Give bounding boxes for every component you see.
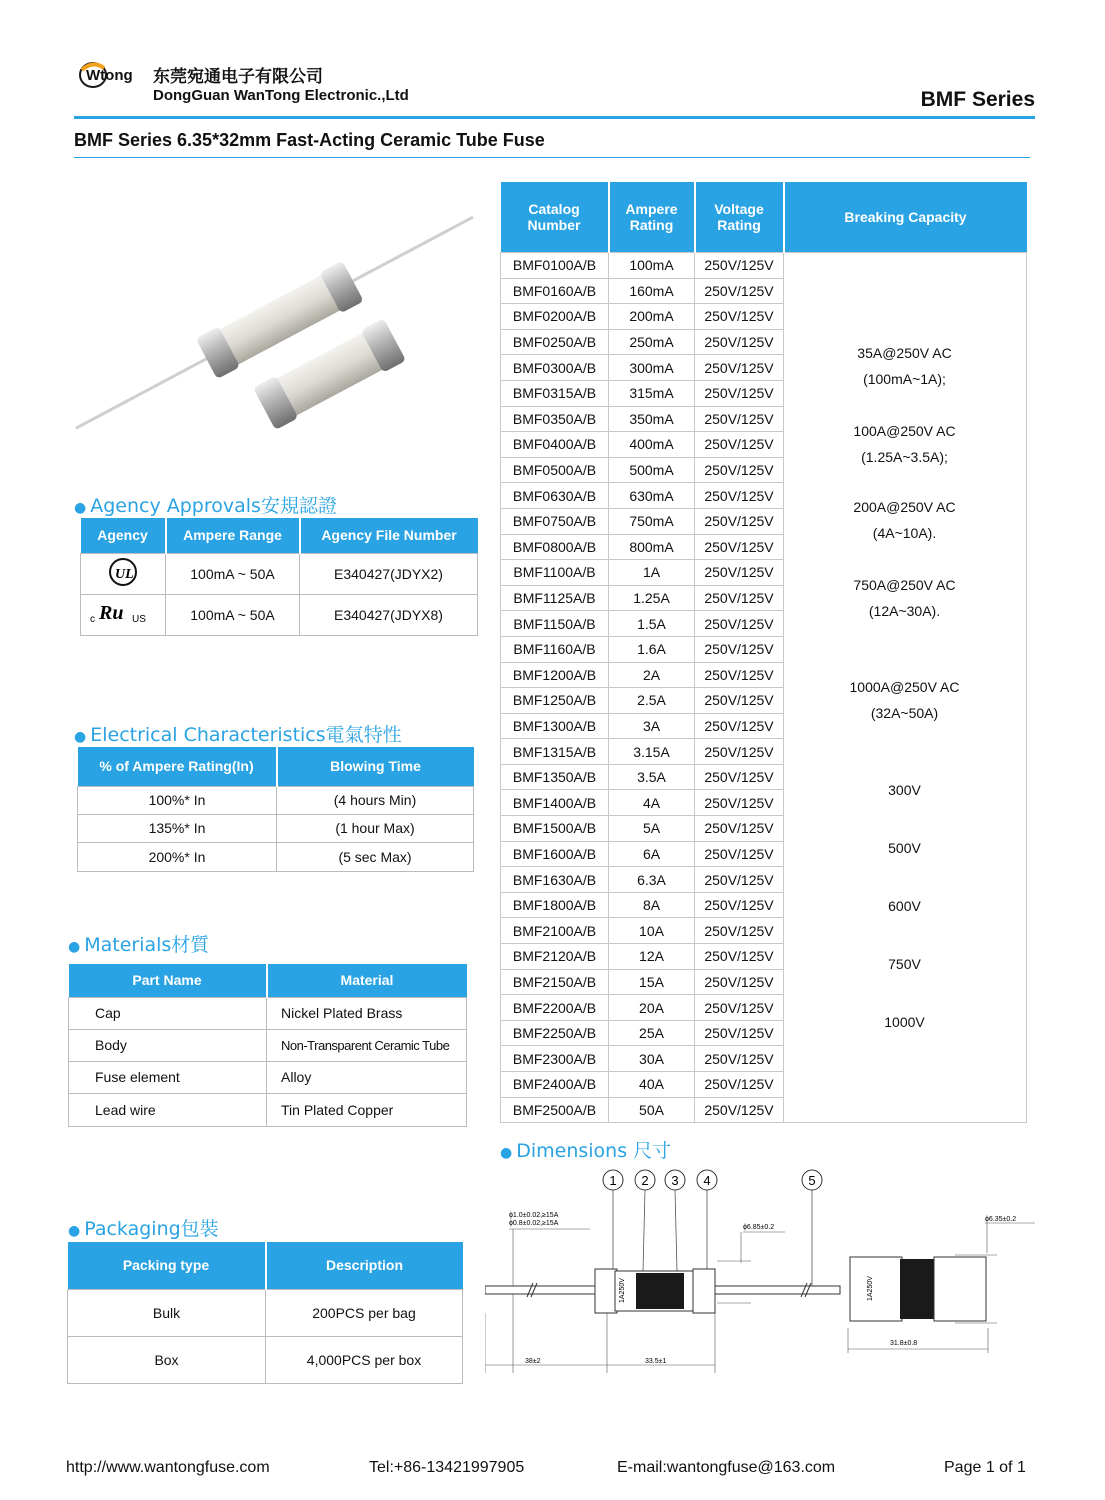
catalog-number-cell: BMF0315A/B: [501, 380, 609, 406]
ampere-range: 100mA ~ 50A: [166, 594, 300, 635]
ampere-rating-cell: 315mA: [609, 380, 695, 406]
dimensions-section-title: ● Dimensions 尺寸: [500, 1140, 672, 1162]
ampere-rating-cell: 4A: [609, 790, 695, 816]
table-row: [69, 997, 467, 1029]
voltage-rating-cell: 250V/125V: [695, 892, 784, 918]
ampere-rating-cell: 3A: [609, 713, 695, 739]
voltage-rating-cell: 250V/125V: [695, 918, 784, 944]
catalog-col-header: Catalog Number: [501, 182, 609, 253]
ampere-col-header: Ampere Rating: [609, 182, 695, 253]
packing-type-col-header: Packing type: [68, 1242, 266, 1289]
voltage-rating-cell: 250V/125V: [695, 636, 784, 662]
percent-col-header: % of Ampere Rating(In): [78, 747, 277, 786]
voltage-rating-cell: 250V/125V: [695, 611, 784, 637]
packing-type-cell: Bulk: [68, 1289, 266, 1336]
catalog-number-cell: BMF1125A/B: [501, 585, 609, 611]
company-name-cn: 东莞宛通电子有限公司: [153, 67, 323, 87]
svg-text:c: c: [90, 614, 95, 625]
breaking-note: [782, 572, 1027, 624]
catalog-number-cell: BMF2250A/B: [501, 1020, 609, 1046]
voltage-rating-cell: 250V/125V: [695, 508, 784, 534]
ampere-rating-cell: 200mA: [609, 304, 695, 330]
ampere-rating-cell: 8A: [609, 892, 695, 918]
ampere-rating-cell: 12A: [609, 944, 695, 970]
voltage-rating-cell: 250V/125V: [695, 969, 784, 995]
breaking-note: [782, 418, 1027, 470]
voltage-rating-cell: 250V/125V: [695, 278, 784, 304]
svg-text:UL: UL: [115, 567, 134, 582]
voltage-rating-cell: 250V/125V: [695, 1097, 784, 1123]
catalog-number-cell: BMF1300A/B: [501, 713, 609, 739]
range-col-header: Ampere Range: [166, 518, 300, 553]
catalog-number-cell: BMF1600A/B: [501, 841, 609, 867]
breaking-col-header: Breaking Capacity: [784, 182, 1027, 253]
company-logo: [78, 60, 146, 88]
voltage-rating-cell: 250V/125V: [695, 304, 784, 330]
catalog-number-cell: BMF2100A/B: [501, 918, 609, 944]
svg-text:Ru: Ru: [99, 602, 124, 624]
ampere-rating-cell: 1.6A: [609, 636, 695, 662]
catalog-number-cell: BMF0400A/B: [501, 432, 609, 458]
title-underline: [74, 157, 1030, 158]
ampere-rating-cell: 15A: [609, 969, 695, 995]
percent-cell: 135%* In: [78, 814, 277, 842]
catalog-number-cell: BMF0800A/B: [501, 534, 609, 560]
material-cell: Alloy: [267, 1061, 467, 1093]
catalog-number-cell: BMF2400A/B: [501, 1072, 609, 1098]
file-number: E340427(JDYX2): [300, 553, 478, 594]
voltage-rating-cell: 250V/125V: [695, 1072, 784, 1098]
ampere-rating-cell: 2.5A: [609, 688, 695, 714]
blowing-cell: (4 hours Min): [277, 786, 474, 814]
voltage-rating-cell: 250V/125V: [695, 739, 784, 765]
voltage-rating-cell: 250V/125V: [695, 534, 784, 560]
breaking-note: [782, 494, 1027, 546]
curus-logo-icon: [81, 594, 166, 635]
breaking-note-range: (4A~10A).: [872, 525, 937, 541]
catalog-number-cell: BMF1250A/B: [501, 688, 609, 714]
ampere-rating-cell: 1.25A: [609, 585, 695, 611]
breaking-note-range: (32A~50A): [870, 705, 939, 721]
ampere-rating-cell: 630mA: [609, 483, 695, 509]
voltage-rating-cell: 250V/125V: [695, 406, 784, 432]
ampere-range: 100mA ~ 50A: [166, 553, 300, 594]
voltage-rating-cell: 250V/125V: [695, 867, 784, 893]
breaking-note: [782, 951, 1027, 977]
catalog-number-cell: BMF0160A/B: [501, 278, 609, 304]
catalog-number-cell: BMF0250A/B: [501, 329, 609, 355]
table-row: [78, 842, 474, 871]
breaking-note-value: 750A@250V AC: [853, 577, 956, 593]
agency-title-text: Agency Approvals安規認證: [90, 495, 337, 517]
description-cell: 4,000PCS per box: [266, 1336, 463, 1383]
product-photo: [60, 195, 480, 455]
voltage-rating-cell: 250V/125V: [695, 432, 784, 458]
voltage-rating-cell: 250V/125V: [695, 841, 784, 867]
ampere-rating-cell: 100mA: [609, 253, 695, 279]
voltage-rating-cell: 250V/125V: [695, 790, 784, 816]
voltage-rating-cell: 250V/125V: [695, 764, 784, 790]
catalog-number-cell: BMF0200A/B: [501, 304, 609, 330]
breaking-note-value: 300V: [888, 782, 921, 798]
catalog-number-cell: BMF1315A/B: [501, 739, 609, 765]
breaking-note-range: (1.25A~3.5A);: [861, 449, 948, 465]
catalog-number-cell: BMF1500A/B: [501, 816, 609, 842]
part-cell: Body: [69, 1029, 267, 1061]
breaking-note-value: 600V: [888, 898, 921, 914]
table-row: [68, 1289, 463, 1336]
voltage-rating-cell: 250V/125V: [695, 688, 784, 714]
breaking-capacity-notes: [782, 252, 1027, 1124]
breaking-note: [782, 1009, 1027, 1035]
body-length-2-label: 31.8±0.8: [890, 1340, 918, 1347]
ampere-rating-cell: 250mA: [609, 329, 695, 355]
description-col-header: Description: [266, 1242, 463, 1289]
blowing-cell: (5 sec Max): [277, 842, 474, 871]
packaging-table: [67, 1242, 463, 1384]
voltage-rating-cell: 250V/125V: [695, 380, 784, 406]
ampere-rating-cell: 350mA: [609, 406, 695, 432]
packaging-section-title: ● Packaging包裝: [68, 1218, 219, 1240]
catalog-number-cell: BMF0750A/B: [501, 508, 609, 534]
breaking-note-value: 200A@250V AC: [853, 499, 956, 515]
part-cell: Fuse element: [69, 1061, 267, 1093]
voltage-rating-cell: 250V/125V: [695, 662, 784, 688]
ampere-rating-cell: 1A: [609, 560, 695, 586]
table-row: [68, 1336, 463, 1383]
dimension-drawing: [485, 1163, 1045, 1378]
material-cell: Tin Plated Copper: [267, 1093, 467, 1126]
catalog-number-cell: BMF0300A/B: [501, 355, 609, 381]
ampere-rating-cell: 20A: [609, 995, 695, 1021]
catalog-number-cell: BMF1400A/B: [501, 790, 609, 816]
material-cell: Nickel Plated Brass: [267, 997, 467, 1029]
marking-text: 1A250V: [619, 1278, 626, 1303]
body-diameter-label: ϕ6.35±0.2: [985, 1216, 1017, 1223]
breaking-note: [782, 893, 1027, 919]
voltage-rating-cell: 250V/125V: [695, 560, 784, 586]
packaging-title-text: Packaging包裝: [84, 1218, 219, 1240]
materials-title-text: Materials材質: [84, 934, 210, 956]
agency-table: [80, 518, 478, 636]
catalog-number-cell: BMF1630A/B: [501, 867, 609, 893]
ampere-rating-cell: 3.5A: [609, 764, 695, 790]
callout-number: 2: [641, 1173, 649, 1188]
file-number: E340427(JDYX8): [300, 594, 478, 635]
materials-table: [68, 964, 467, 1127]
series-label: BMF Series: [920, 88, 1035, 111]
footer-email[interactable]: E-mail:wantongfuse@163.com: [617, 1459, 836, 1476]
table-row: [69, 1029, 467, 1061]
part-cell: Lead wire: [69, 1093, 267, 1126]
table-row: [81, 594, 478, 635]
lead-note-2: ϕ0.8±0.02,≥15A: [509, 1220, 559, 1227]
breaking-note-value: 1000V: [884, 1014, 925, 1030]
catalog-number-cell: BMF1100A/B: [501, 560, 609, 586]
catalog-number-cell: BMF1200A/B: [501, 662, 609, 688]
breaking-note: [782, 835, 1027, 861]
lead-note-1: ϕ1.0±0.02,≥15A: [509, 1212, 559, 1219]
ampere-rating-cell: 10A: [609, 918, 695, 944]
table-row: [78, 814, 474, 842]
voltage-rating-cell: 250V/125V: [695, 995, 784, 1021]
voltage-col-header: Voltage Rating: [695, 182, 784, 253]
voltage-rating-cell: 250V/125V: [695, 355, 784, 381]
callout-number: 3: [671, 1173, 679, 1188]
breaking-note-value: 100A@250V AC: [853, 423, 956, 439]
electrical-title-text: Electrical Characteristics電氣特性: [90, 724, 402, 746]
body-length-label: 33.5±1: [645, 1358, 667, 1365]
voltage-rating-cell: 250V/125V: [695, 585, 784, 611]
catalog-number-cell: BMF1350A/B: [501, 764, 609, 790]
svg-text:US: US: [132, 614, 146, 625]
page-title: BMF Series 6.35*32mm Fast-Acting Ceramic Tube Fuse: [74, 130, 545, 150]
lead-length-label: 38±2: [525, 1358, 541, 1365]
ampere-rating-cell: 800mA: [609, 534, 695, 560]
cap-diameter-label: ϕ6.85±0.2: [743, 1224, 775, 1231]
breaking-note: [782, 777, 1027, 803]
footer-page: Page 1 of 1: [944, 1459, 1026, 1476]
electrical-section-title: ● Electrical Characteristics電氣特性: [74, 724, 402, 746]
ampere-rating-cell: 400mA: [609, 432, 695, 458]
material-col-header: Material: [267, 964, 467, 997]
ampere-rating-cell: 30A: [609, 1046, 695, 1072]
percent-cell: 100%* In: [78, 786, 277, 814]
callout-number: 5: [808, 1173, 816, 1188]
voltage-rating-cell: 250V/125V: [695, 253, 784, 279]
catalog-number-cell: BMF0630A/B: [501, 483, 609, 509]
voltage-rating-cell: 250V/125V: [695, 1020, 784, 1046]
catalog-number-cell: BMF2120A/B: [501, 944, 609, 970]
voltage-rating-cell: 250V/125V: [695, 713, 784, 739]
electrical-table: [77, 747, 474, 872]
callout-number: 1: [609, 1173, 617, 1188]
company-name-en: DongGuan WanTong Electronic.,Ltd: [153, 87, 409, 104]
ampere-rating-cell: 25A: [609, 1020, 695, 1046]
ampere-rating-cell: 3.15A: [609, 739, 695, 765]
breaking-note-range: (100mA~1A);: [863, 371, 946, 387]
ampere-rating-cell: 5A: [609, 816, 695, 842]
ampere-rating-cell: 750mA: [609, 508, 695, 534]
footer-url[interactable]: http://www.wantongfuse.com: [66, 1459, 270, 1476]
logo-text: Wtong: [86, 67, 133, 84]
header-divider: [74, 116, 1035, 119]
breaking-note-value: 500V: [888, 840, 921, 856]
catalog-number-cell: BMF0100A/B: [501, 253, 609, 279]
material-cell: Non-Transparent Ceramic Tube: [267, 1029, 467, 1061]
catalog-number-cell: BMF1800A/B: [501, 892, 609, 918]
ampere-rating-cell: 40A: [609, 1072, 695, 1098]
breaking-note-range: (12A~30A).: [868, 603, 941, 619]
breaking-note-value: 35A@250V AC: [857, 345, 952, 361]
breaking-note: [782, 674, 1027, 726]
footer-tel: Tel:+86-13421997905: [369, 1459, 525, 1476]
ampere-rating-cell: 300mA: [609, 355, 695, 381]
voltage-rating-cell: 250V/125V: [695, 329, 784, 355]
breaking-note-value: 1000A@250V AC: [849, 679, 960, 695]
file-col-header: Agency File Number: [300, 518, 478, 553]
ampere-rating-cell: 160mA: [609, 278, 695, 304]
agency-section-title: ● Agency Approvals安規認證: [74, 495, 337, 517]
svg-text:1A250V: 1A250V: [867, 1276, 874, 1301]
catalog-number-cell: BMF2200A/B: [501, 995, 609, 1021]
table-row: [69, 1061, 467, 1093]
catalog-number-cell: BMF1150A/B: [501, 611, 609, 637]
voltage-rating-cell: 250V/125V: [695, 816, 784, 842]
ampere-rating-cell: 6A: [609, 841, 695, 867]
table-row: [78, 786, 474, 814]
description-cell: 200PCS per bag: [266, 1289, 463, 1336]
catalog-number-cell: BMF0350A/B: [501, 406, 609, 432]
voltage-rating-cell: 250V/125V: [695, 1046, 784, 1072]
table-row: [81, 553, 478, 594]
ul-logo-icon: [81, 553, 166, 594]
ampere-rating-cell: 50A: [609, 1097, 695, 1123]
catalog-number-cell: BMF0500A/B: [501, 457, 609, 483]
callout-group: [603, 1170, 822, 1190]
ampere-rating-cell: 2A: [609, 662, 695, 688]
catalog-number-cell: BMF2300A/B: [501, 1046, 609, 1072]
ampere-rating-cell: 6.3A: [609, 867, 695, 893]
ampere-rating-cell: 500mA: [609, 457, 695, 483]
catalog-number-cell: BMF2500A/B: [501, 1097, 609, 1123]
callout-number: 4: [703, 1173, 711, 1188]
materials-section-title: ● Materials材質: [68, 934, 210, 956]
breaking-note-value: 750V: [888, 956, 921, 972]
blowing-col-header: Blowing Time: [277, 747, 474, 786]
voltage-rating-cell: 250V/125V: [695, 944, 784, 970]
blowing-cell: (1 hour Max): [277, 814, 474, 842]
part-col-header: Part Name: [69, 964, 267, 997]
ampere-rating-cell: 1.5A: [609, 611, 695, 637]
dimensions-title-text: Dimensions 尺寸: [516, 1140, 672, 1162]
table-row: [69, 1093, 467, 1126]
catalog-number-cell: BMF2150A/B: [501, 969, 609, 995]
voltage-rating-cell: 250V/125V: [695, 483, 784, 509]
packing-type-cell: Box: [68, 1336, 266, 1383]
part-cell: Cap: [69, 997, 267, 1029]
catalog-number-cell: BMF1160A/B: [501, 636, 609, 662]
agency-col-header: Agency: [81, 518, 166, 553]
breaking-note: [782, 340, 1027, 392]
voltage-rating-cell: 250V/125V: [695, 457, 784, 483]
percent-cell: 200%* In: [78, 842, 277, 871]
